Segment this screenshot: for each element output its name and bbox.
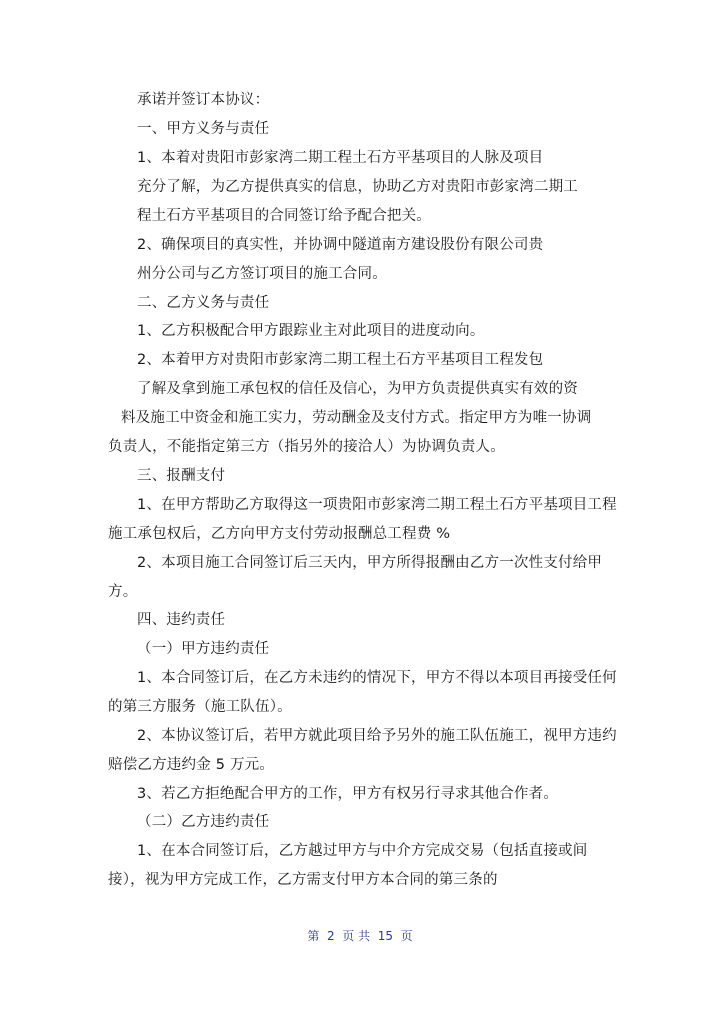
text-line: 充分了解，为乙方提供真实的信息，协助乙方对贵阳市彭家湾二期工	[137, 179, 578, 195]
text-line: 2、本项目施工合同签订后三天内，甲方所得报酬由乙方一次性支付给甲	[137, 555, 603, 571]
text-line: 1、在甲方帮助乙方取得这一项贵阳市彭家湾二期工程土石方平基项目工程	[137, 497, 617, 513]
text-line: 程土石方平基项目的合同签订给予配合把关。	[137, 208, 431, 224]
text-line: 1、本合同签订后，在乙方未违约的情况下，甲方不得以本项目再接受任何	[137, 670, 617, 686]
section-heading: 一、甲方义务与责任	[137, 121, 270, 137]
text-line: 接），视为甲方完成工作，乙方需支付甲方本合同的第三条的	[108, 872, 498, 888]
text-line: 2、确保项目的真实性，并协调中隧道南方建设股份有限公司贵	[137, 237, 544, 253]
section-heading: 二、乙方义务与责任	[137, 295, 270, 311]
text-line: 方。	[108, 584, 138, 600]
section-heading: 四、违约责任	[137, 612, 226, 628]
subsection-heading: （二）乙方违约责任	[137, 814, 270, 830]
text-line: 施工承包权后，乙方向甲方支付劳动报酬总工程费 %	[108, 526, 451, 542]
text-line: 州分公司与乙方签订项目的施工合同。	[137, 266, 387, 282]
subsection-heading: （一）甲方违约责任	[137, 641, 270, 657]
text-line: 了解及拿到施工承包权的信任及信心，为甲方负责提供真实有效的资	[137, 381, 578, 397]
text-line: 1、在本合同签订后，乙方越过甲方与中介方完成交易（包括直接或间	[137, 843, 588, 859]
section-heading: 三、报酬支付	[137, 468, 226, 484]
text-line: 2、本着甲方对贵阳市彭家湾二期工程土石方平基项目工程发包	[137, 352, 544, 368]
text-line: 料及施工中资金和施工实力，劳动酬金及支付方式。指定甲方为唯一协调	[121, 410, 592, 426]
text-line: 1、乙方积极配合甲方跟踪业主对此项目的进度动向。	[137, 323, 485, 339]
text-line: 的第三方服务（施工队伍）。	[108, 699, 292, 715]
text-line: 承诺并签订本协议：	[137, 92, 270, 108]
text-line: 1、本着对贵阳市彭家湾二期工程土石方平基项目的人脉及项目	[137, 150, 544, 166]
text-line: 负责人，不能指定第三方（指另外的接洽人）为协调负责人。	[108, 439, 505, 455]
page-number: 第 2 页 共 15 页	[307, 929, 413, 943]
text-line: 2、本协议签订后，若甲方就此项目给予另外的施工队伍施工，视甲方违约	[137, 728, 617, 744]
text-line: 3、若乙方拒绝配合甲方的工作，甲方有权另行寻求其他合作者。	[137, 786, 559, 802]
text-line: 赔偿乙方违约金 5 万元。	[108, 757, 275, 773]
